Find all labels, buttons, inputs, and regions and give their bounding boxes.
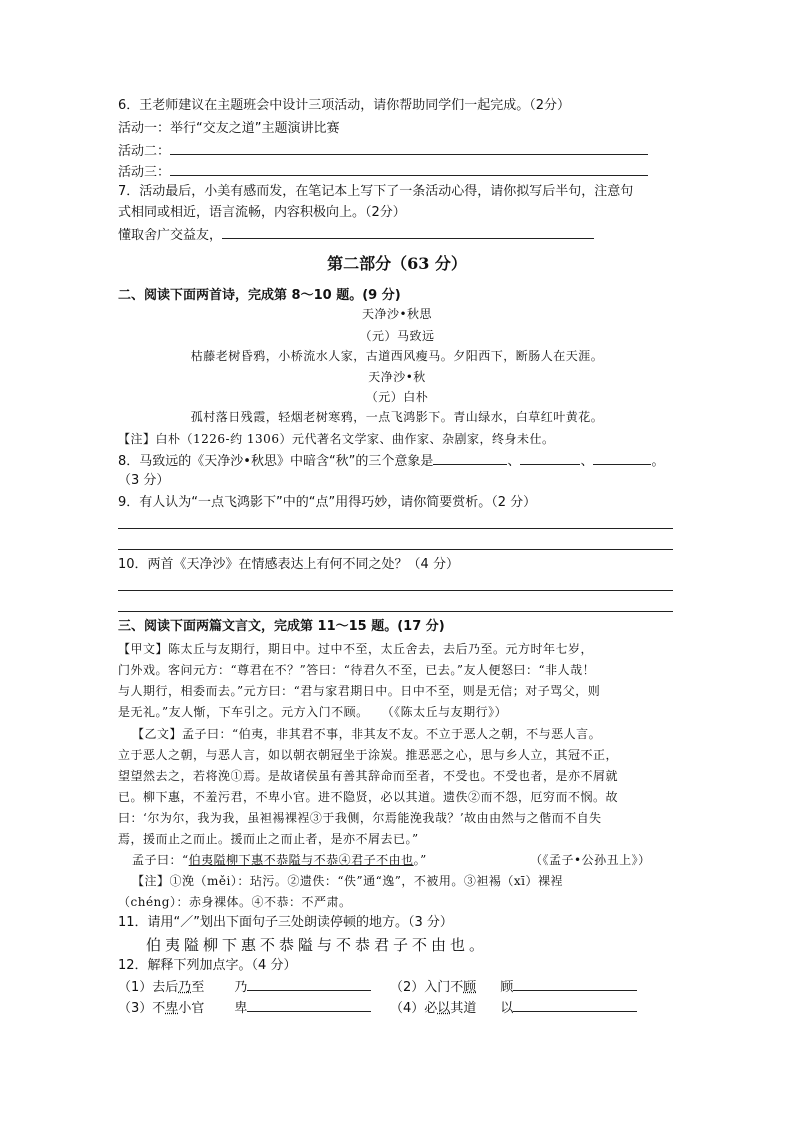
question-8-blank-1[interactable] xyxy=(433,452,507,465)
question-12: 12．解释下列加点字。（4 分） xyxy=(118,958,297,973)
question-9: 9．有人认为“一点飞鸿影下”中的“点”用得巧妙，请你简要赏析。（2 分） xyxy=(118,495,537,510)
answer-line-10a[interactable] xyxy=(118,590,673,591)
item-4-char: 以 xyxy=(500,1001,514,1016)
poem1-title: 天净沙•秋思 xyxy=(361,307,433,321)
item-3-char: 卑 xyxy=(234,1001,248,1016)
item-4-dotted: 以 xyxy=(437,1001,451,1016)
question-12-item-3 xyxy=(118,999,371,1018)
item-1-char: 乃 xyxy=(234,980,248,995)
question-10: 10．两首《天净沙》在情感表达上有何不同之处？（4 分） xyxy=(118,557,459,572)
question-8-text: 8．马致远的《天净沙•秋思》中暗含“秋”的三个意象是 xyxy=(118,454,434,469)
activity-2-blank[interactable] xyxy=(170,142,648,155)
question-8-end: 。 xyxy=(651,454,665,469)
poem-note: 【注】白朴（1226-约 1306）元代著名文学家、曲作家、杂剧家，终身未仕。 xyxy=(118,432,555,446)
question-7-line1: 7．活动最后，小美有感而发，在笔记本上写下了一条活动心得，请你拟写后半句，注意句 xyxy=(118,184,634,199)
text-yi-line2: 立于恶人之朝，与恶人言，如以朝衣朝冠坐于涂炭。推恶恶之心，思与乡人立，其冠不正， xyxy=(118,748,619,762)
section3-heading: 三、阅读下面两篇文言文，完成第 11～15 题。(17 分) xyxy=(118,619,445,634)
item-3-dotted: 卑 xyxy=(165,1001,179,1016)
question-12-item-1 xyxy=(118,978,371,997)
activity-1: 活动一：举行“交友之道”主题演讲比赛 xyxy=(118,121,340,136)
text-note-line1: 【注】①浼（měi）：玷污。②遗佚：“佚”通“逸”，不被用。③袒裼（xī）裸裎 xyxy=(132,874,563,888)
text-yi-line7-a: 孟子曰：“ xyxy=(132,853,189,867)
question-8 xyxy=(118,452,664,471)
poem1-author: （元）马致远 xyxy=(359,329,435,343)
poem2-text: 孤村落日残霞，轻烟老树寒鸦，一点飞鸿影下。青山绿水，白草红叶黄花。 xyxy=(190,410,604,424)
poem2-author: （元）白朴 xyxy=(365,390,429,404)
question-11: 11．请用“／”划出下面句子三处朗读停顿的地方。（3 分） xyxy=(118,915,453,930)
text-yi-line4: 已。柳下惠，不羞污君，不卑小官。进不隐贤，必以其道。遗佚②而不怨，厄穷而不悯。故 xyxy=(118,790,619,804)
answer-line-10b[interactable] xyxy=(118,611,673,612)
question-8-blank-3[interactable] xyxy=(593,452,651,465)
item-1-phrase-b: 至 xyxy=(191,980,205,995)
item-1-phrase-a: 去后 xyxy=(152,980,179,995)
question-8-sep-2: 、 xyxy=(580,454,594,469)
section2-heading: 二、阅读下面两首诗，完成第 8～10 题。(9 分) xyxy=(118,288,401,303)
answer-line-9b[interactable] xyxy=(118,549,673,550)
part2-title: 第二部分（63 分） xyxy=(327,254,467,273)
item-1-blank[interactable] xyxy=(247,978,371,991)
item-2-char: 顾 xyxy=(500,980,514,995)
activity-3-blank[interactable] xyxy=(170,163,648,176)
text-yi-line5: 曰：‘尔为尔，我为我，虽袒裼裸裎③于我侧，尔焉能浼我哉？’故由由然与之偕而不自失 xyxy=(118,811,602,825)
text-jia-line3: 与人期行，相委而去。”元方曰：“君与家君期日中。日中不至，则是无信；对子骂父，则 xyxy=(118,684,601,698)
activity-2-label: 活动二： xyxy=(118,144,171,159)
text-jia-line1: 【甲文】陈太丘与友期行，期日中。过中不至，太丘舍去，去后乃至。元方时年七岁， xyxy=(118,642,594,656)
poem2-title: 天净沙•秋 xyxy=(368,370,426,384)
activity-2 xyxy=(118,142,648,161)
item-3-num: （3） xyxy=(118,1001,153,1016)
text-yi-underlined: 伯夷隘柳下惠不恭隘与不恭④君子不由也 xyxy=(188,853,414,867)
text-yi-source: （《孟子•公孙丑上》） xyxy=(530,853,651,867)
item-2-phrase-a: 入门不 xyxy=(424,980,464,995)
question-7-line2: 式相同或相近，语言流畅，内容积极向上。（2分） xyxy=(118,205,406,220)
text-yi-line7-b: 。” xyxy=(413,853,427,867)
item-3-blank[interactable] xyxy=(247,999,371,1012)
item-4-phrase-a: 必 xyxy=(424,1001,438,1016)
text-note-line2: （chéng）：赤身裸体。④不恭：不严肃。 xyxy=(118,895,352,909)
activity-3-label: 活动三： xyxy=(118,165,171,180)
question-12-item-2 xyxy=(390,978,637,997)
question-8-score: （3 分） xyxy=(118,473,170,488)
question-11-sentence[interactable]: 伯夷隘柳下惠不恭隘与不恭君子不由也。 xyxy=(146,936,489,954)
item-3-phrase-a: 不 xyxy=(152,1001,166,1016)
text-jia-line2: 门外戏。客问元方：“尊君在不？”答曰：“待君久不至，已去。”友人便怒曰：“非人哉！ xyxy=(118,663,596,677)
item-1-dotted: 乃 xyxy=(178,980,192,995)
item-4-blank[interactable] xyxy=(513,999,637,1012)
question-8-sep-1: 、 xyxy=(507,454,521,469)
text-yi-line1: 【乙文】孟子曰：“伯夷，非其君不事，非其友不友。不立于恶人之朝，不与恶人言。 xyxy=(132,727,602,741)
item-2-blank[interactable] xyxy=(513,978,637,991)
item-1-num: （1） xyxy=(118,980,153,995)
text-yi-line7 xyxy=(132,851,427,869)
text-jia-line4: 是无礼。”友人惭，下车引之。元方入门不顾。 （《陈太丘与友期行》） xyxy=(118,705,508,719)
question-7-prefix: 懂取舍广交益友， xyxy=(118,228,223,243)
text-yi-line6: 焉，援而止之而止。援而止之而止者，是亦不屑去已。” xyxy=(118,832,419,846)
item-3-phrase-b: 小官 xyxy=(178,1001,205,1016)
question-6: 6．王老师建议在主题班会中设计三项活动，请你帮助同学们一起完成。（2分） xyxy=(118,98,571,113)
text-yi-line3: 望望然去之，若将浼①焉。是故诸侯虽有善其辞命而至者，不受也。不受也者，是亦不屑就 xyxy=(118,769,619,783)
item-4-phrase-b: 其道 xyxy=(450,1001,477,1016)
question-12-item-4 xyxy=(390,999,637,1018)
item-4-num: （4） xyxy=(390,1001,425,1016)
item-2-num: （2） xyxy=(390,980,425,995)
activity-3 xyxy=(118,163,648,182)
question-8-blank-2[interactable] xyxy=(520,452,580,465)
answer-line-9a[interactable] xyxy=(118,528,673,529)
question-7-blank[interactable] xyxy=(222,226,594,239)
question-7-answer xyxy=(118,226,594,245)
item-2-dotted: 顾 xyxy=(463,980,477,995)
poem1-text: 枯藤老树昏鸦，小桥流水人家，古道西风瘦马。夕阳西下，断肠人在天涯。 xyxy=(190,349,604,363)
